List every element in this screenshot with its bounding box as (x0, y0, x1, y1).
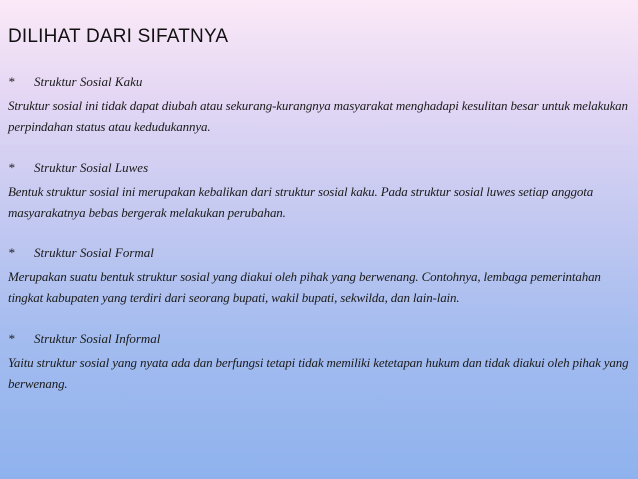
section-heading-row (8, 158, 630, 178)
section-heading: Struktur Sosial Luwes (34, 160, 149, 175)
section-struktur-sosial-kaku (8, 72, 630, 137)
bullet-marker: * (8, 331, 15, 346)
section-description: Struktur sosial ini tidak dapat diubah atau sekurang-kurangnya masyarakat menghadapi kesulitan besar untuk melakukan perpindahan status atau kedudukannya. (8, 98, 628, 134)
bullet-marker: * (8, 160, 15, 175)
section-struktur-sosial-luwes (8, 158, 630, 223)
section-description: Yaitu struktur sosial yang nyata ada dan berfungsi tetapi tidak memiliki ketetapan hukum dan tidak diakui oleh pihak yang berwenang. (8, 355, 629, 391)
section-heading: Struktur Sosial Informal (34, 331, 161, 346)
section-struktur-sosial-informal (8, 329, 630, 394)
section-heading-row (8, 329, 630, 349)
section-heading-row (8, 243, 630, 263)
slide-title: DILIHAT DARI SIFATNYA (8, 26, 229, 47)
section-heading-row (8, 72, 630, 92)
section-heading: Struktur Sosial Kaku (34, 74, 143, 89)
section-struktur-sosial-formal (8, 243, 630, 308)
section-description: Merupakan suatu bentuk struktur sosial yang diakui oleh pihak yang berwenang. Contohnya, lembaga pemerintahan tingkat kabupaten yang terdiri dari seorang bupati, wakil bupati, sekwilda, dan lain-lain. (8, 269, 601, 305)
section-description: Bentuk struktur sosial ini merupakan kebalikan dari struktur sosial kaku. Pada struktur sosial luwes setiap anggota masyarakatnya bebas bergerak melakukan perubahan. (8, 184, 594, 220)
section-heading: Struktur Sosial Formal (34, 245, 154, 260)
bullet-marker: * (8, 74, 15, 89)
bullet-marker: * (8, 245, 15, 260)
